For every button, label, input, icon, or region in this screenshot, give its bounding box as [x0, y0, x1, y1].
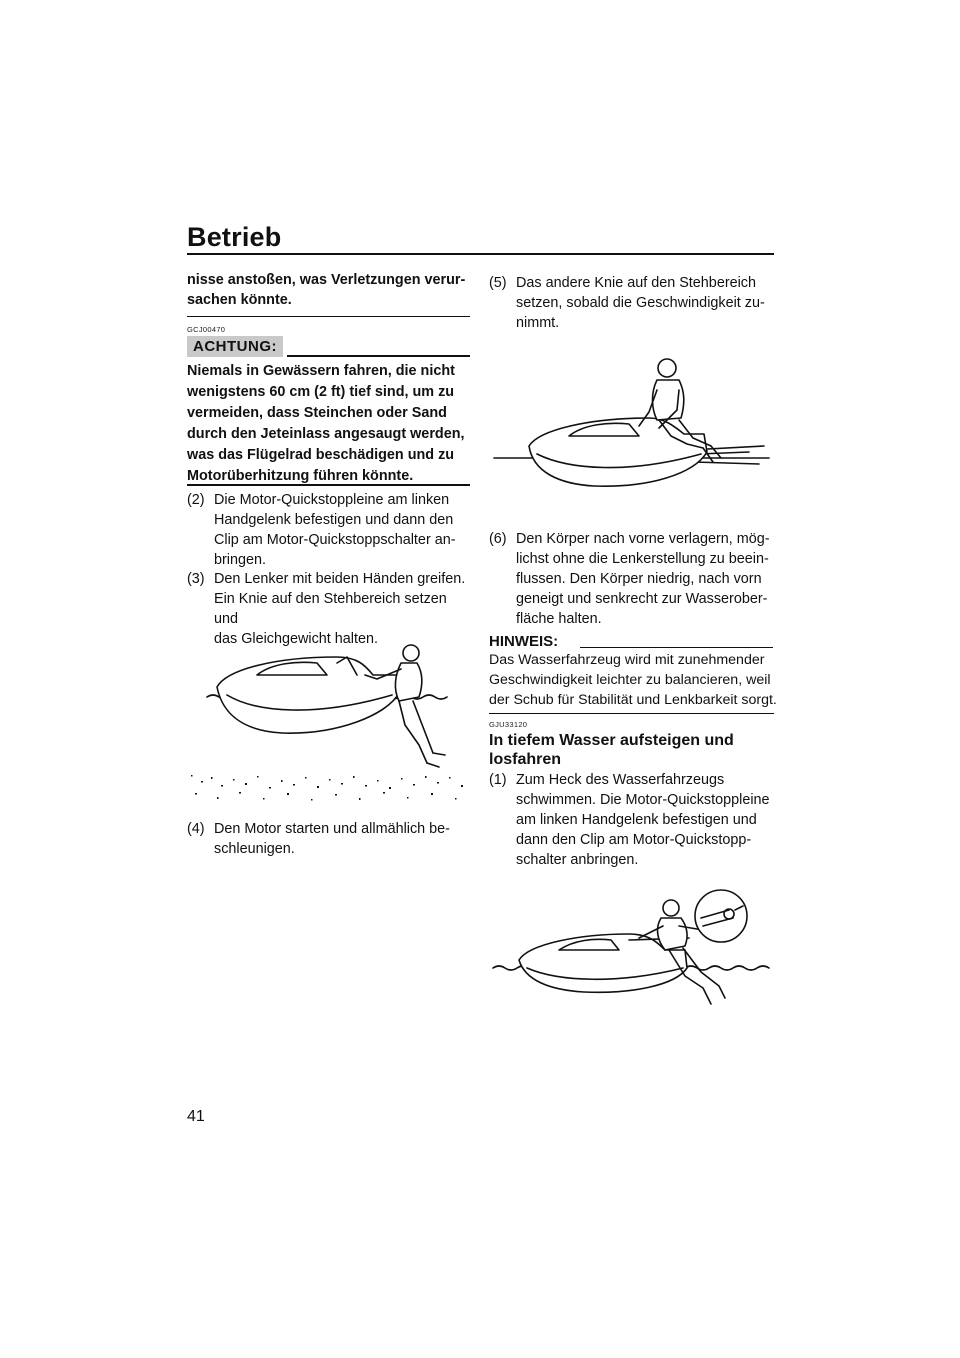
achtung-end-rule [187, 484, 470, 486]
step-line: Das andere Knie auf den Stehbereich [516, 275, 757, 291]
achtung-line: was das Flügelrad beschädigen und zu [187, 447, 455, 463]
step-line: Den Lenker mit beiden Händen greifen. [214, 571, 466, 587]
hinweis-end-rule [489, 713, 774, 714]
step-number: (3) [187, 571, 205, 587]
step-line: Zum Heck des Wasserfahrzeugs [516, 772, 725, 788]
achtung-line: Niemals in Gewässern fahren, die nicht [187, 363, 455, 379]
step-line: flussen. Den Körper niedrig, nach vorn [516, 571, 762, 587]
step-line: lichst ohne die Lenkerstellung zu beein- [516, 551, 769, 567]
achtung-rule [287, 355, 470, 357]
step-line: bringen. [214, 552, 267, 568]
illustration-shallow-boarding [187, 635, 477, 810]
step-number: (2) [187, 492, 205, 508]
step-number: (4) [187, 821, 205, 837]
page-number: 41 [187, 1108, 205, 1125]
step-line: dann den Clip am Motor-Quickstopp- [516, 832, 752, 848]
step-line: geneigt und senkrecht zur Wasserober- [516, 591, 768, 607]
step-line: nimmt. [516, 315, 560, 331]
step-number: (1) [489, 772, 507, 788]
achtung-label: ACHTUNG: [187, 336, 283, 357]
continuation-warning: nisse anstoßen, was Verletzungen verur- sachen könnte. [187, 272, 466, 308]
achtung-line: wenigstens 60 cm (2 ft) tief sind, um zu [187, 384, 455, 400]
achtung-line: Motorüberhitzung führen könnte. [187, 468, 414, 484]
step-number: (5) [489, 275, 507, 291]
step-line: Den Körper nach vorne verlagern, mög- [516, 531, 770, 547]
section-heading-line: losfahren [489, 751, 562, 768]
step-number: (6) [489, 531, 507, 547]
achtung-line: vermeiden, dass Steinchen oder Sand [187, 405, 447, 421]
warning-end-rule [187, 316, 470, 317]
achtung-line: durch den Jeteinlass angesaugt werden, [187, 426, 465, 442]
illustration-kneeling-rider [489, 350, 774, 500]
step-line: das Gleichgewicht halten. [214, 631, 378, 647]
step-line: Ein Knie auf den Stehbereich setzen und [214, 591, 447, 627]
illustration-deep-water-boarding [489, 880, 774, 1015]
achtung-code: GCJ00470 [187, 325, 226, 334]
hinweis-line: der Schub für Stabilität und Lenkbarkeit sorgt. [489, 692, 777, 708]
hinweis-rule [580, 647, 773, 648]
step-line: setzen, sobald die Geschwindigkeit zu- [516, 295, 765, 311]
step-line: am linken Handgelenk befestigen und [516, 812, 757, 828]
step-line: fläche halten. [516, 611, 602, 627]
section-heading-line: In tiefem Wasser aufsteigen und [489, 732, 734, 749]
hinweis-text [489, 650, 779, 710]
section-code: GJU33120 [489, 720, 528, 729]
step-line: schalter anbringen. [516, 852, 639, 868]
hinweis-label: HINWEIS: [489, 633, 559, 650]
header-rule [187, 253, 774, 255]
step-line: schleunigen. [214, 841, 295, 857]
step-line: Die Motor-Quickstoppleine am linken [214, 492, 450, 508]
page-title: Betrieb [187, 222, 282, 252]
step-line: Clip am Motor-Quickstoppschalter an- [214, 532, 456, 548]
achtung-text [187, 361, 477, 487]
step-line: Den Motor starten und allmählich be- [214, 821, 450, 837]
hinweis-line: Geschwindigkeit leichter zu balancieren, weil [489, 672, 771, 688]
step-line: Handgelenk befestigen und dann den [214, 512, 454, 528]
section-heading [489, 731, 779, 769]
hinweis-line: Das Wasserfahrzeug wird mit zunehmender [489, 652, 765, 668]
step-line: schwimmen. Die Motor-Quickstoppleine [516, 792, 770, 808]
